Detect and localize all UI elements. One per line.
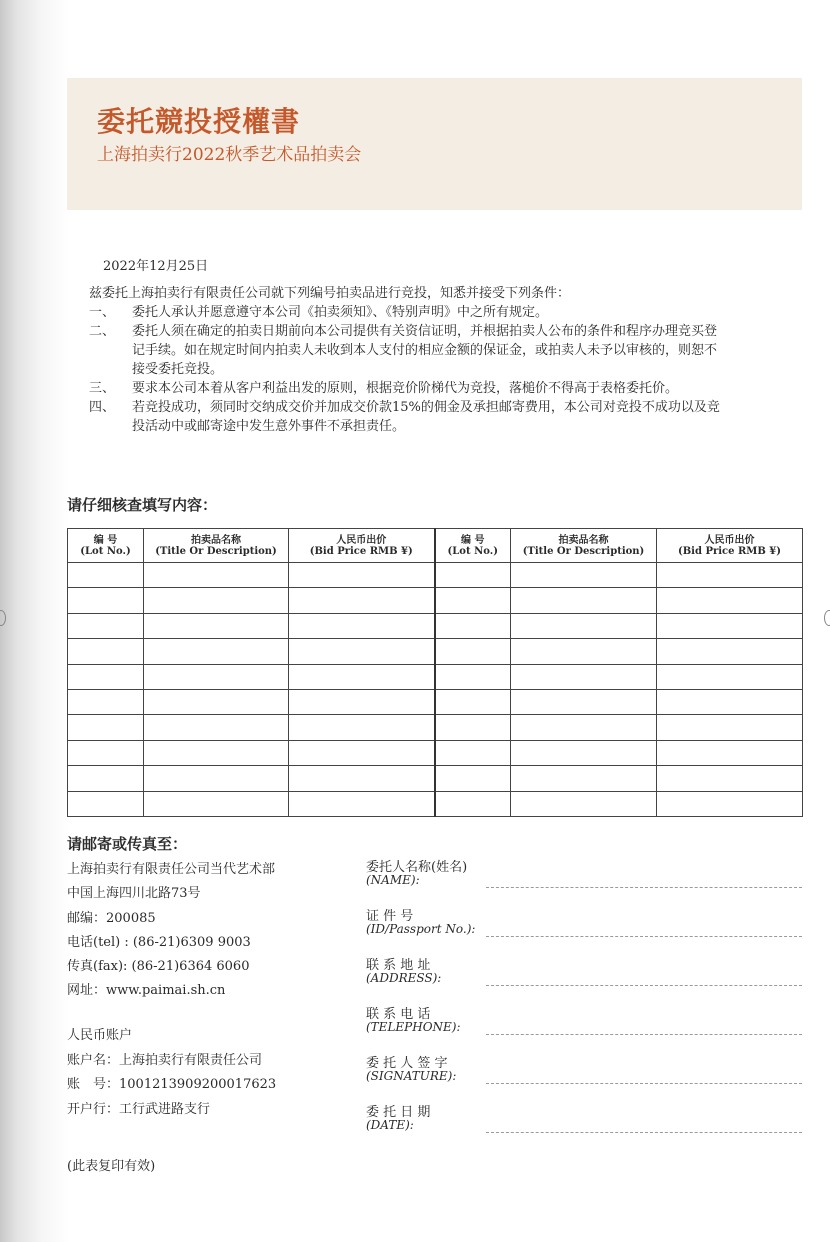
bid-cell[interactable] — [144, 791, 289, 816]
bid-cell[interactable] — [144, 639, 289, 664]
form-date: 2022年12月25日 — [103, 259, 209, 274]
bid-cell[interactable] — [289, 791, 435, 816]
telephone-field[interactable] — [366, 1003, 802, 1037]
term-number: 二、 — [89, 324, 116, 339]
bid-cell[interactable] — [68, 740, 144, 765]
term-text: 委托人承认并愿意遵守本公司《拍卖须知》、《特别声明》中之所有规定。 — [132, 305, 549, 320]
field-label-cn: 证 件 号 — [366, 909, 414, 924]
bid-cell[interactable] — [144, 563, 289, 588]
page-edge-marker — [824, 610, 830, 626]
bid-cell[interactable] — [435, 613, 511, 638]
table-row — [68, 588, 803, 613]
field-label-en: (NAME): — [366, 873, 420, 887]
field-label-en: (SIGNATURE): — [366, 1069, 457, 1083]
bid-cell[interactable] — [511, 664, 657, 689]
term-number: 四、 — [89, 400, 116, 415]
term-number: 三、 — [89, 381, 116, 396]
contact-fax: 传真(fax): (86-21)6364 6060 — [67, 959, 250, 975]
term-item — [89, 398, 729, 436]
bid-cell[interactable] — [657, 766, 803, 791]
bid-cell[interactable] — [511, 791, 657, 816]
table-row — [68, 639, 803, 664]
bid-cell[interactable] — [511, 639, 657, 664]
table-row — [68, 766, 803, 791]
bid-cell[interactable] — [68, 664, 144, 689]
contact-block — [67, 858, 275, 1004]
col-header-bid-price: 人民币出价 (Bid Price RMB ¥) — [657, 529, 803, 563]
terms-block — [89, 284, 729, 436]
mail-section-title: 请邮寄或传真至： — [67, 835, 188, 853]
bid-cell[interactable] — [289, 664, 435, 689]
term-text: 委托人须在确定的拍卖日期前向本公司提供有关资信证明，并根据拍卖人公布的条件和程序办理竞买登记手续。如在规定时间内拍卖人未收到本人支付的相应金额的保证金，或拍卖人未予以审核的，则恕不接受委托竞投。 — [132, 324, 718, 377]
bid-table — [67, 528, 803, 817]
bid-cell[interactable] — [68, 766, 144, 791]
field-label-cn: 联 系 地 址 — [366, 958, 431, 973]
contact-dept: 上海拍卖行有限责任公司当代艺术部 — [67, 862, 276, 877]
id-passport-field[interactable] — [366, 905, 802, 939]
table-row — [68, 791, 803, 816]
bid-cell[interactable] — [511, 613, 657, 638]
id-input-line[interactable] — [486, 936, 802, 937]
bid-cell[interactable] — [289, 740, 435, 765]
account-name: 账户名：上海拍卖行有限责任公司 — [67, 1052, 263, 1068]
bid-cell[interactable] — [511, 740, 657, 765]
address-input-line[interactable] — [486, 985, 802, 986]
bid-cell[interactable] — [511, 715, 657, 740]
table-section-title: 请仔细核查填写内容： — [67, 496, 218, 514]
bid-cell[interactable] — [435, 664, 511, 689]
table-row — [68, 563, 803, 588]
bid-cell[interactable] — [144, 740, 289, 765]
col-header-lot-no: 编 号 (Lot No.) — [68, 529, 144, 563]
bid-table-body — [68, 563, 803, 817]
date-input-line[interactable] — [486, 1132, 802, 1133]
bid-cell[interactable] — [68, 791, 144, 816]
address-field[interactable] — [366, 954, 802, 988]
bid-cell[interactable] — [68, 715, 144, 740]
bid-cell[interactable] — [435, 639, 511, 664]
term-text: 若竞投成功，须同时交纳成交价并加成交价款15%的佣金及承担邮寄费用，本公司对竞投不成功以及竞投活动中或邮寄途中发生意外事件不承担责任。 — [132, 400, 720, 434]
bid-cell[interactable] — [511, 563, 657, 588]
bid-cell[interactable] — [144, 766, 289, 791]
bid-cell[interactable] — [511, 689, 657, 714]
bid-cell[interactable] — [657, 715, 803, 740]
bid-cell[interactable] — [68, 639, 144, 664]
bid-cell[interactable] — [657, 563, 803, 588]
contact-tel: 电话(tel) : (86-21)6309 9003 — [67, 934, 251, 950]
contact-postcode: 邮编：200085 — [67, 910, 156, 926]
bid-cell[interactable] — [144, 613, 289, 638]
name-input-line[interactable] — [486, 887, 802, 888]
col-header-title: 拍卖品名称 (Title Or Description) — [511, 529, 657, 563]
table-row — [68, 613, 803, 638]
form-title: 委托競投授權書 — [97, 105, 301, 138]
bid-cell[interactable] — [657, 639, 803, 664]
account-heading: 人民币账户 — [67, 1028, 133, 1043]
term-number: 一、 — [89, 305, 116, 320]
term-text: 要求本公司本着从客户利益出发的原则，根据竞价阶梯代为竞投，落槌价不得高于表格委托价。 — [132, 381, 679, 396]
name-field[interactable] — [366, 856, 802, 890]
bid-cell[interactable] — [435, 715, 511, 740]
bid-cell[interactable] — [657, 740, 803, 765]
bid-cell[interactable] — [435, 791, 511, 816]
col-header-bid-price: 人民币出价 (Bid Price RMB ¥) — [289, 529, 435, 563]
telephone-input-line[interactable] — [486, 1034, 802, 1035]
bid-cell[interactable] — [68, 588, 144, 613]
signature-field[interactable] — [366, 1052, 802, 1086]
bid-cell[interactable] — [435, 689, 511, 714]
term-item — [89, 379, 729, 398]
table-header-row — [68, 529, 803, 563]
account-block — [67, 1024, 276, 1122]
bid-cell[interactable] — [289, 715, 435, 740]
bid-cell[interactable] — [435, 588, 511, 613]
bid-cell[interactable] — [144, 588, 289, 613]
bid-cell[interactable] — [289, 563, 435, 588]
field-label-cn: 委托人名称(姓名) — [366, 860, 468, 875]
bid-cell[interactable] — [289, 639, 435, 664]
page-spine-shadow — [0, 0, 70, 1242]
bid-cell[interactable] — [289, 613, 435, 638]
bid-cell[interactable] — [657, 588, 803, 613]
bid-cell[interactable] — [289, 766, 435, 791]
date-field[interactable] — [366, 1101, 802, 1135]
contact-web: 网址：www.paimai.sh.cn — [67, 983, 226, 999]
bid-cell[interactable] — [435, 563, 511, 588]
bid-cell[interactable] — [144, 664, 289, 689]
bid-cell[interactable] — [289, 689, 435, 714]
bid-cell[interactable] — [657, 613, 803, 638]
table-row — [68, 740, 803, 765]
table-row — [68, 689, 803, 714]
contact-address: 中国上海四川北路73号 — [67, 886, 201, 902]
account-number: 账 号：1001213909200017623 — [67, 1077, 277, 1092]
field-label-cn: 委 托 日 期 — [366, 1105, 431, 1120]
bid-cell[interactable] — [657, 689, 803, 714]
bid-cell[interactable] — [68, 613, 144, 638]
bid-cell[interactable] — [657, 664, 803, 689]
term-item — [89, 322, 729, 379]
col-header-lot-no: 编 号 (Lot No.) — [435, 529, 511, 563]
copy-valid-note: (此表复印有效) — [67, 1159, 156, 1174]
field-label-en: (DATE): — [366, 1118, 414, 1132]
field-label-en: (TELEPHONE): — [366, 1020, 461, 1034]
bid-cell[interactable] — [435, 740, 511, 765]
term-item — [89, 303, 729, 322]
bid-cell[interactable] — [289, 588, 435, 613]
bid-cell[interactable] — [657, 791, 803, 816]
bid-cell[interactable] — [68, 689, 144, 714]
bid-cell[interactable] — [144, 689, 289, 714]
bid-cell[interactable] — [144, 715, 289, 740]
bid-cell[interactable] — [511, 766, 657, 791]
signature-input-line[interactable] — [486, 1083, 802, 1084]
account-bank: 开户行：工行武进路支行 — [67, 1101, 211, 1117]
table-row — [68, 664, 803, 689]
field-label-en: (ID/Passport No.): — [366, 922, 476, 936]
bid-cell[interactable] — [68, 563, 144, 588]
auction-subtitle: 上海拍卖行2022秋季艺术品拍卖会 — [97, 145, 362, 165]
field-label-en: (ADDRESS): — [366, 971, 442, 985]
table-row — [68, 715, 803, 740]
bid-cell[interactable] — [511, 588, 657, 613]
field-label-cn: 联 系 电 话 — [366, 1007, 431, 1022]
field-label-cn: 委 托 人 签 字 — [366, 1056, 448, 1071]
terms-intro: 兹委托上海拍卖行有限责任公司就下列编号拍卖品进行竞投，知悉并接受下列条件： — [89, 286, 571, 301]
bid-cell[interactable] — [435, 766, 511, 791]
col-header-title: 拍卖品名称 (Title Or Description) — [144, 529, 289, 563]
